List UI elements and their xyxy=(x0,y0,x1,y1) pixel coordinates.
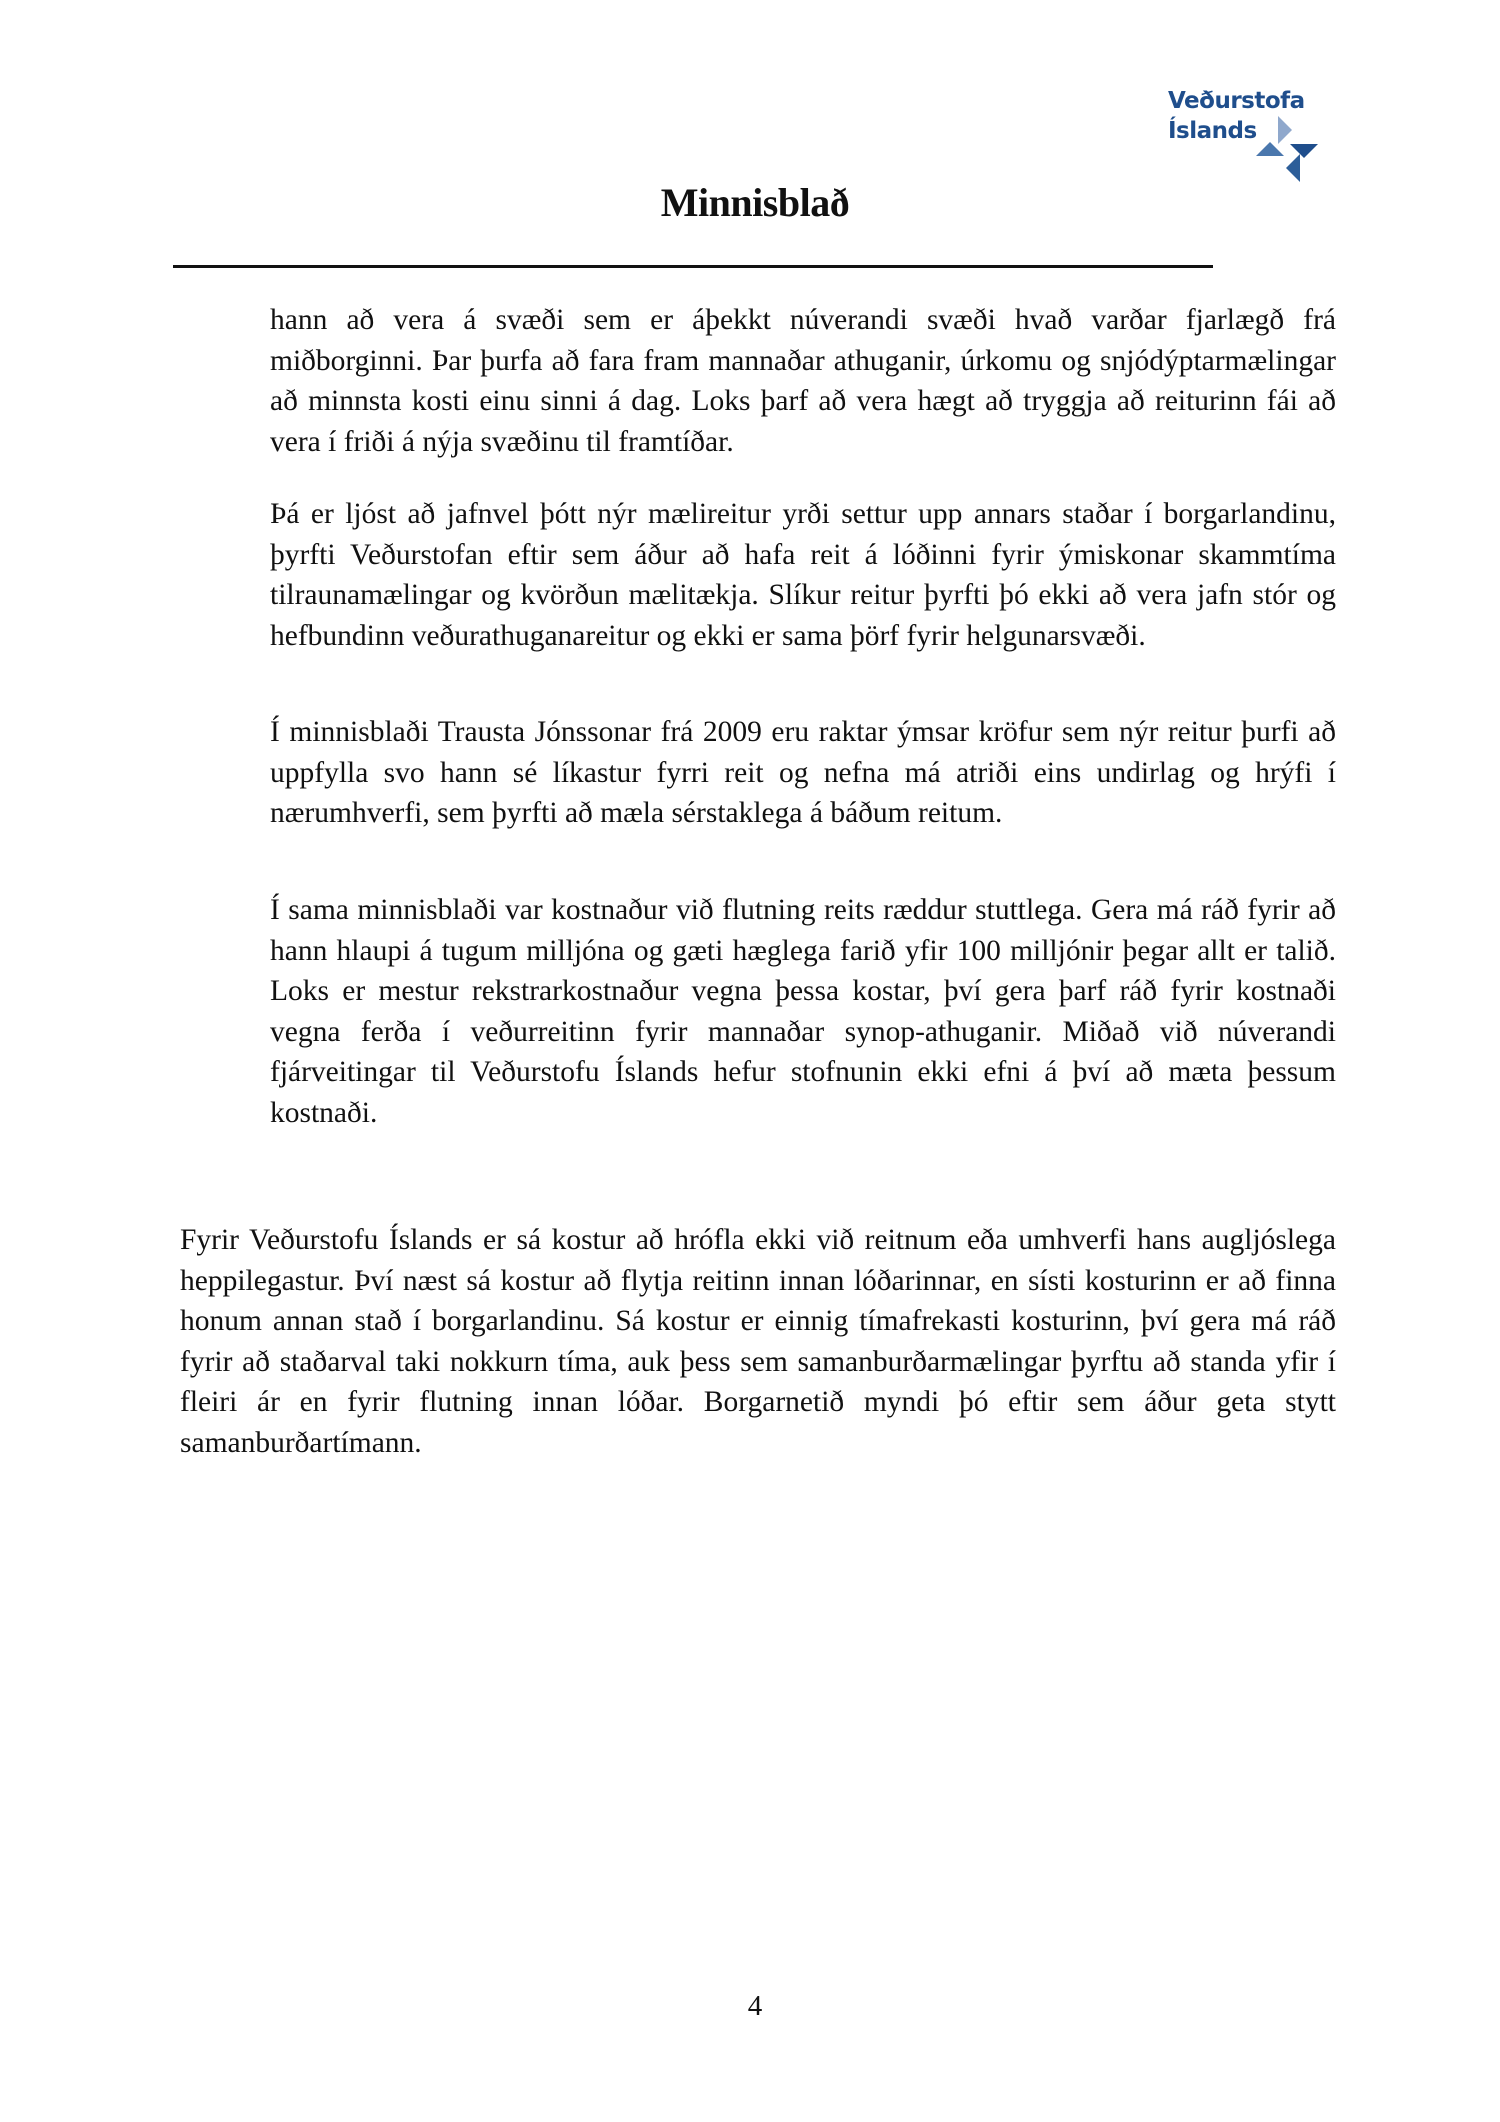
paragraph-4: Í sama minnisblaði var kostnaður við flutning reits ræddur stuttlega. Gera má ráð fyrir að hann hlaupi á tugum milljóna og gæti hæglega farið yfir 100 milljónir þegar allt er talið. Loks er mestur rekstrarkostnaður vegna þessa kostar, því gera þarf ráð fyrir kostnaði vegna ferða í veðurreitinn fyrir mannaðar synop-athuganir. Miðað við núverandi fjárveitingar til Veðurstofu Íslands hefur stofnunin ekki efni á því að mæta þessum kostnaði. xyxy=(270,894,1336,1129)
logo-line-2: Íslands xyxy=(1168,118,1257,144)
paragraph-3: Í minnisblaði Trausta Jónssonar frá 2009 eru raktar ýmsar kröfur sem nýr reitur þurfi að uppfylla svo hann sé líkastur fyrri reit og nefna má atriði eins undirlag og hrýfi í nærumhverfi, sem þyrfti að mæla sérstaklega á báðum reitum. xyxy=(270,716,1336,829)
paragraph-1: hann að vera á svæði sem er áþekkt núverandi svæði hvað varðar fjarlægð frá miðborginni. Þar þurfa að fara fram mannaðar athuganir, úrkomu og snjódýptarmælingar að minnsta kosti einu sinni á dag. Loks þarf að vera hægt að tryggja að reiturinn fái að vera í friði á nýja svæðinu til framtíðar. xyxy=(270,304,1336,458)
document-title: Minnisblað xyxy=(660,180,850,225)
title-underline-rule xyxy=(173,265,1213,268)
vedurstofa-arrows-logo-icon xyxy=(1250,114,1330,186)
logo-triangle-up xyxy=(1256,142,1284,156)
logo-triangle-right xyxy=(1278,116,1292,144)
page-number: 4 xyxy=(747,1990,763,2022)
logo-line-1: Veðurstofa xyxy=(1168,88,1305,114)
logo-triangle-down xyxy=(1290,144,1318,158)
vedurstofa-logo xyxy=(1168,86,1398,186)
paragraph-2: Þá er ljóst að jafnvel þótt nýr mælireitur yrði settur upp annars staðar í borgarlandinu, þyrfti Veðurstofan eftir sem áður að hafa reit á lóðinni fyrir ýmiskonar skammtíma tilraunamælingar og kvörðun mælitækja. Slíkur reitur þyrfti þó ekki að vera jafn stór og hefbundinn veðurathuganareitur og ekki er sama þörf fyrir helgunarsvæði. xyxy=(270,498,1336,652)
conclusion-paragraph: Fyrir Veðurstofu Íslands er sá kostur að hrófla ekki við reitnum eða umhverfi hans augljóslega heppilegastur. Því næst sá kostur að flytja reitinn innan lóðarinnar, en sísti kosturinn er að finna honum annan stað í borgarlandinu. Sá kostur er einnig tímafrekasti kosturinn, því gera má ráð fyrir að staðarval taki nokkurn tíma, auk þess sem samanburðarmælingar þyrftu að standa yfir í fleiri ár en fyrir flutning innan lóðar. Borgarnetið myndi þó eftir sem áður geta stytt samanburðartímann. xyxy=(180,1224,1336,1459)
